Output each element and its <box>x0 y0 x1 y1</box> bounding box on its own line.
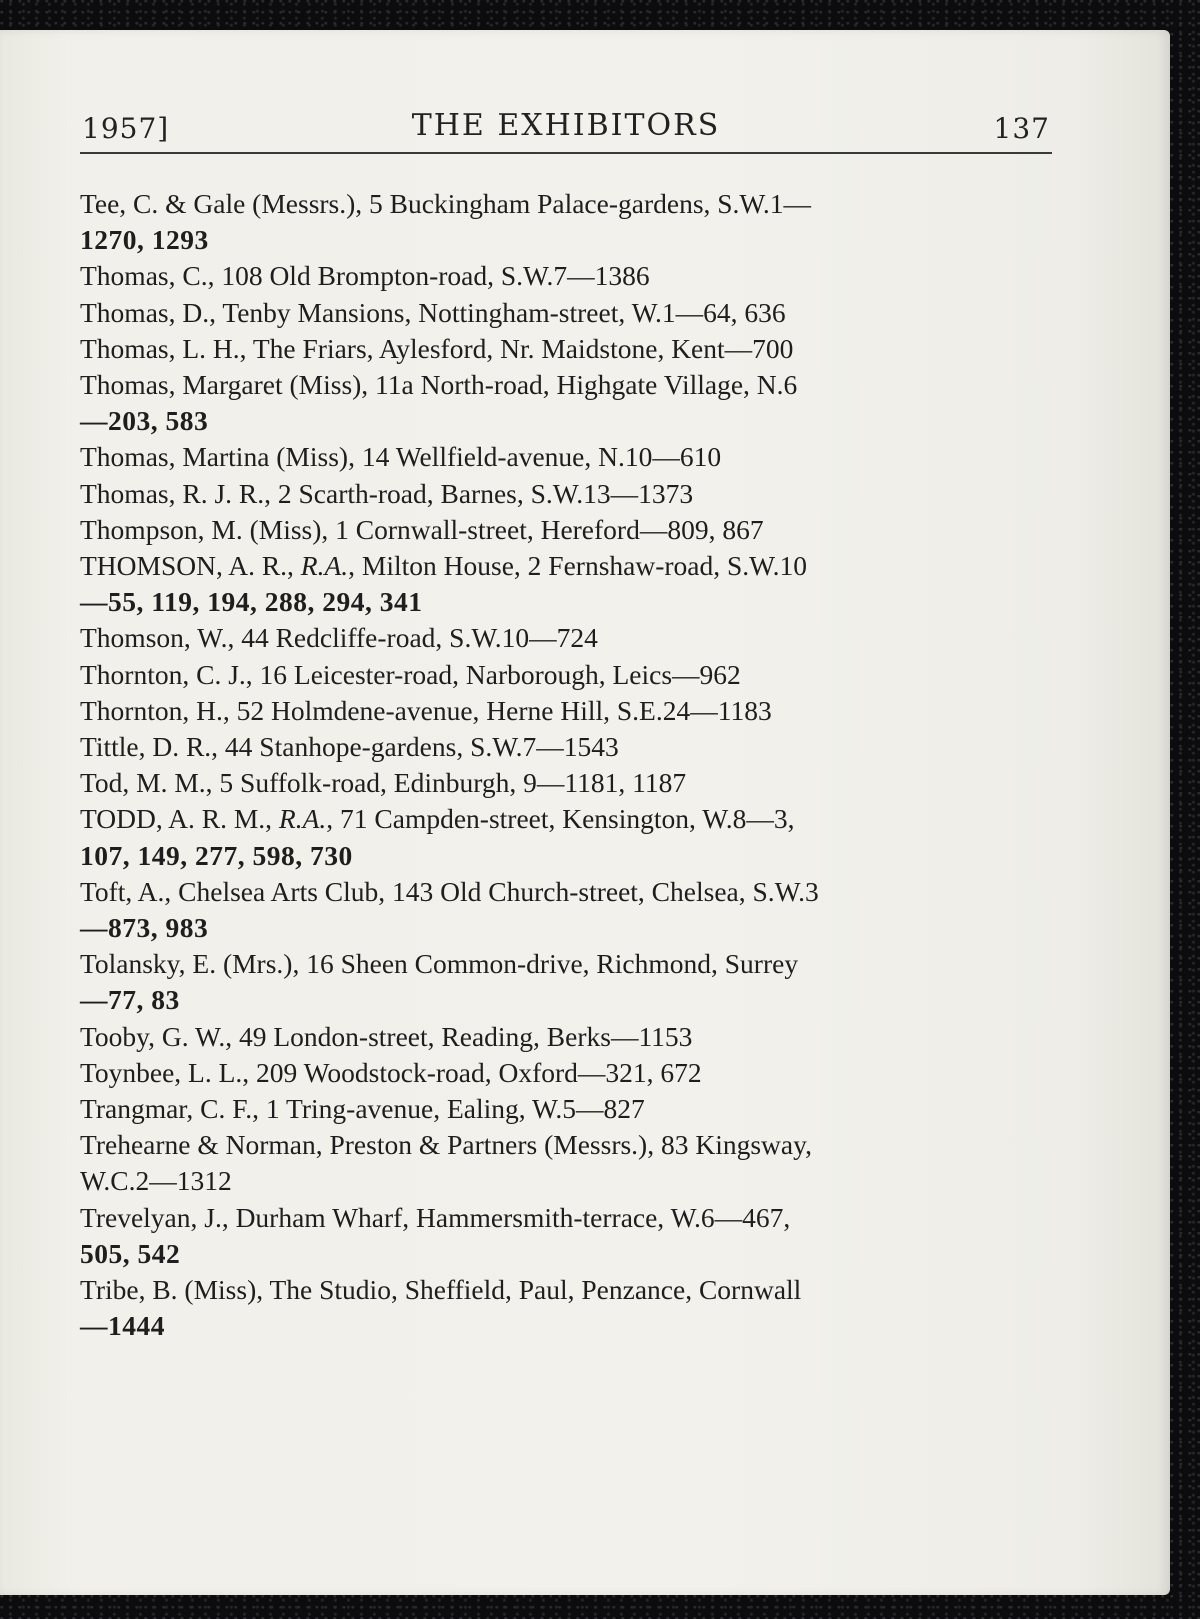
entry-address: Thompson, M. (Miss), 1 Cornwall-street, Hereford—809, 867 <box>80 513 764 545</box>
list-item <box>80 1019 1065 1055</box>
entry-address: Thomas, D., Tenby Mansions, Nottingham-street, W.1—64, 636 <box>80 296 786 328</box>
entry-catalogue-numbers: 505, 542 <box>80 1237 181 1269</box>
entry-address: Thomas, R. J. R., 2 Scarth-road, Barnes, S.W.13—1373 <box>80 477 694 509</box>
entry-address: Thomas, Martina (Miss), 14 Wellfield-avenue, N.10—610 <box>80 441 722 473</box>
entry-address: Tribe, B. (Miss), The Studio, Sheffield, Paul, Penzance, Cornwall <box>80 1274 802 1306</box>
entry-catalogue-numbers: W.C.2—1312 <box>80 1165 232 1197</box>
list-item <box>80 946 1065 1018</box>
list-item <box>80 657 1065 693</box>
entry-address: , Milton House, 2 Fernshaw-road, S.W.10 <box>348 550 807 582</box>
entry-address: Tittle, D. R., 44 Stanhope-gardens, S.W.7—1543 <box>80 731 619 763</box>
entry-honour: R.A. <box>300 550 349 582</box>
header-year: 1957] <box>82 112 170 145</box>
list-item <box>80 331 1065 367</box>
entry-address: Trehearne & Norman, Preston & Partners (Messrs.), 83 Kingsway, <box>80 1129 812 1161</box>
header-title: THE EXHIBITORS <box>411 108 721 143</box>
list-item <box>80 512 1065 548</box>
list-item <box>80 295 1065 331</box>
list-item <box>80 548 1065 620</box>
entry-catalogue-numbers: 1270, 1293 <box>80 224 209 256</box>
entry-address: Tolansky, E. (Mrs.), 16 Sheen Common-drive, Richmond, Surrey <box>80 948 799 980</box>
list-item <box>80 367 1065 439</box>
exhibitor-list <box>80 186 1065 1345</box>
list-item <box>80 765 1065 801</box>
entry-address: Tooby, G. W., 49 London-street, Reading, Berks—1153 <box>80 1020 693 1052</box>
entry-address: Trangmar, C. F., 1 Tring-avenue, Ealing, W.5—827 <box>80 1093 645 1125</box>
entry-address: , 71 Campden-street, Kensington, W.8—3, <box>326 803 795 835</box>
entry-catalogue-numbers: —55, 119, 194, 288, 294, 341 <box>80 586 423 618</box>
list-item <box>80 476 1065 512</box>
entry-address: Trevelyan, J., Durham Wharf, Hammersmith-terrace, W.6—467, <box>80 1201 791 1233</box>
header-rule <box>80 152 1052 154</box>
entry-catalogue-numbers: —873, 983 <box>80 912 209 944</box>
entry-address: Toft, A., Chelsea Arts Club, 143 Old Church-street, Chelsea, S.W.3 <box>80 875 819 907</box>
entry-address: Thornton, C. J., 16 Leicester-road, Narborough, Leics—962 <box>80 658 741 690</box>
list-item <box>80 801 1065 873</box>
list-item <box>80 693 1065 729</box>
entry-address: Thomson, W., 44 Redcliffe-road, S.W.10—724 <box>80 622 598 654</box>
entry-catalogue-numbers: —203, 583 <box>80 405 209 437</box>
entry-address: Tee, C. & Gale (Messrs.), 5 Buckingham Palace-gardens, S.W.1— <box>80 188 811 219</box>
list-item <box>80 439 1065 475</box>
entry-address: Thomas, C., 108 Old Brompton-road, S.W.7—1386 <box>80 260 650 292</box>
entry-honour: R.A. <box>278 803 327 835</box>
page-number: 137 <box>993 112 1050 145</box>
list-item <box>80 1200 1065 1272</box>
list-item <box>80 620 1065 656</box>
list-item <box>80 1272 1065 1344</box>
entry-address: Thomas, Margaret (Miss), 11a North-road, Highgate Village, N.6 <box>80 369 798 401</box>
list-item <box>80 1127 1065 1199</box>
entry-catalogue-numbers: —77, 83 <box>80 984 180 1016</box>
list-item <box>80 258 1065 294</box>
entry-address: Tod, M. M., 5 Suffolk-road, Edinburgh, 9—1181, 1187 <box>80 767 687 799</box>
entry-address: Thomas, L. H., The Friars, Aylesford, Nr. Maidstone, Kent—700 <box>80 332 794 364</box>
list-item <box>80 1091 1065 1127</box>
entry-catalogue-numbers: 107, 149, 277, 598, 730 <box>80 839 353 871</box>
list-item <box>80 729 1065 765</box>
list-item <box>80 186 1065 258</box>
running-header <box>80 86 1052 146</box>
entry-catalogue-numbers: —1444 <box>80 1310 165 1342</box>
entry-name: TODD, A. R. M., <box>80 803 279 835</box>
list-item <box>80 874 1065 946</box>
entry-name: THOMSON, A. R., <box>80 550 301 582</box>
list-item <box>80 1055 1065 1091</box>
entry-address: Toynbee, L. L., 209 Woodstock-road, Oxford—321, 672 <box>80 1056 702 1088</box>
entry-address: Thornton, H., 52 Holmdene-avenue, Herne Hill, S.E.24—1183 <box>80 694 772 726</box>
